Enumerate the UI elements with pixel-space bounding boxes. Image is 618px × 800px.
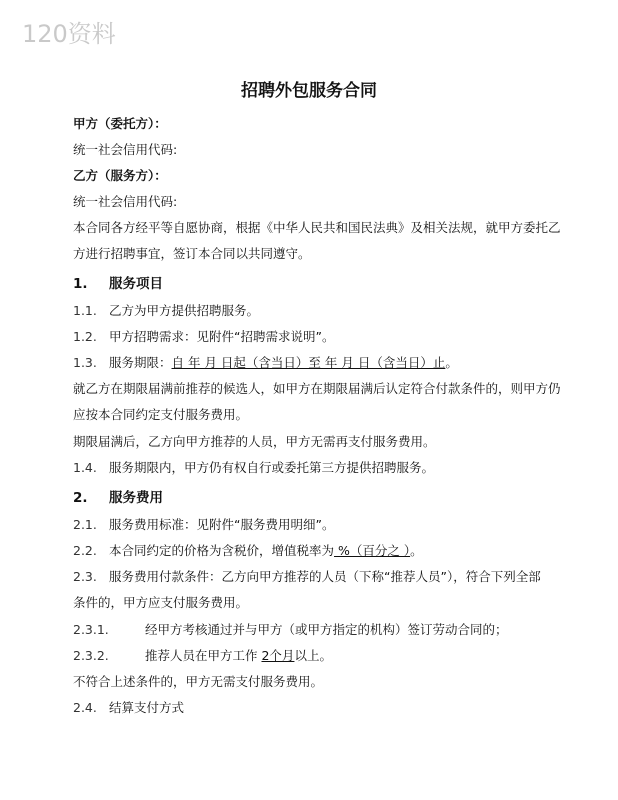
clause-2-1 xyxy=(73,515,563,533)
clause-1-1 xyxy=(73,301,563,319)
paragraph-2a: 不符合上述条件的，甲方无需支付服务费用。 xyxy=(73,674,324,689)
paragraph-1a: 就乙方在期限届满前推荐的候选人，如甲方在期限届满后认定符合付款条件的，则甲方仍 xyxy=(73,381,561,396)
clause-suffix: 。 xyxy=(410,543,423,558)
clause-text: 结算支付方式 xyxy=(109,700,185,715)
clause-1-2 xyxy=(73,327,563,345)
service-period-blank: 自 年 月 日起（含当日）至 年 月 日（含当日）止 xyxy=(171,355,446,370)
vat-rate-blank: %（百分之 ） xyxy=(334,543,411,558)
clause-number: 2.4. xyxy=(73,700,97,715)
section-1-heading xyxy=(73,272,563,292)
clause-text: 服务费用付款条件：乙方向甲方推荐的人员（下称“推荐人员”），符合下列全部 xyxy=(109,569,541,584)
clause-suffix: 以上。 xyxy=(294,648,332,663)
party-b-credit-code: 统一社会信用代码: xyxy=(73,194,178,209)
clause-2-3-1 xyxy=(73,620,563,638)
clause-1-4 xyxy=(73,458,563,476)
clause-text: 甲方招聘需求：见附件“招聘需求说明”。 xyxy=(109,329,335,344)
clause-number: 2.2. xyxy=(73,543,97,558)
party-a-label: 甲方（委托方）： xyxy=(73,116,167,131)
party-a-credit-code: 统一社会信用代码: xyxy=(73,142,178,157)
intro-line-1: 本合同各方经平等自愿协商，根据《中华人民共和国民法典》及相关法规，就甲方委托乙 xyxy=(73,220,561,235)
clause-text: 服务费用标准：见附件“服务费用明细”。 xyxy=(109,517,335,532)
clause-2-3-2 xyxy=(73,646,563,664)
clause-1-3 xyxy=(73,353,563,371)
clause-text: 服务期限内，甲方仍有权自行或委托第三方提供招聘服务。 xyxy=(109,460,435,475)
clause-number: 1.4. xyxy=(73,460,97,475)
clause-2-4 xyxy=(73,698,563,716)
paragraph-1b: 应按本合同约定支付服务费用。 xyxy=(73,407,249,422)
clause-text: 服务期限： xyxy=(109,355,172,370)
clause-2-3 xyxy=(73,567,563,585)
clause-2-3-continued: 条件的，甲方应支付服务费用。 xyxy=(73,595,249,610)
clause-text: 本合同约定的价格为含税价，增值税率为 xyxy=(109,543,335,558)
clause-2-2 xyxy=(73,541,563,559)
party-b-label: 乙方（服务方）： xyxy=(73,168,167,183)
clause-number: 2.3.2. xyxy=(73,648,109,663)
paragraph-1c: 期限届满后，乙方向甲方推荐的人员，甲方无需再支付服务费用。 xyxy=(73,434,436,449)
section-title: 服务费用 xyxy=(109,490,163,506)
clause-number: 2.1. xyxy=(73,517,97,532)
clause-suffix: 。 xyxy=(445,355,458,370)
clause-text: 经甲方考核通过并与甲方（或甲方指定的机构）签订劳动合同的； xyxy=(145,622,508,637)
document-title: 招聘外包服务合同 xyxy=(241,81,377,101)
section-number: 1. xyxy=(73,276,88,292)
clause-text: 乙方为甲方提供招聘服务。 xyxy=(109,303,260,318)
clause-number: 1.3. xyxy=(73,355,97,370)
section-number: 2. xyxy=(73,490,88,506)
clause-number: 1.2. xyxy=(73,329,97,344)
clause-number: 1.1. xyxy=(73,303,97,318)
work-duration-blank: 2个月 xyxy=(261,648,295,663)
clause-number: 2.3. xyxy=(73,569,97,584)
clause-text: 推荐人员在甲方工作 xyxy=(145,648,262,663)
intro-line-2: 方进行招聘事宜，签订本合同以共同遵守。 xyxy=(73,246,311,261)
section-title: 服务项目 xyxy=(109,276,163,292)
section-2-heading xyxy=(73,486,563,506)
clause-number: 2.3.1. xyxy=(73,622,109,637)
watermark: 120资料 xyxy=(22,20,116,48)
